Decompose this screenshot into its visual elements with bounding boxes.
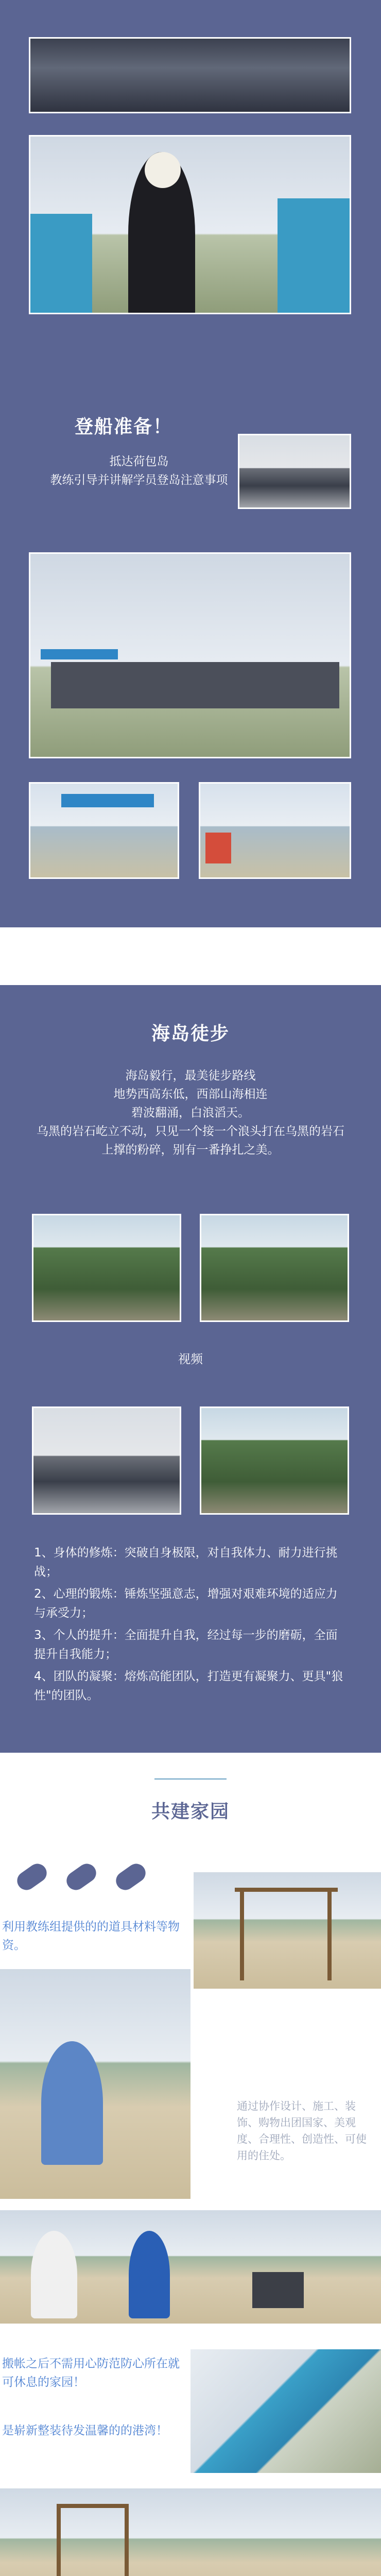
decor-pill-3 — [112, 1860, 149, 1893]
photo-bus-interior — [29, 37, 351, 113]
decor-pill-1 — [13, 1860, 50, 1893]
photo-boarding-line — [199, 782, 351, 879]
photo-shoveling — [0, 2210, 190, 2324]
caption-collaboration: 通过协作设计、施工、装饰、购物出团国家、美观度、合理性、创造性、可使用的住处。 — [237, 2100, 367, 2162]
benefit-item-1: 1、身体的修炼：突破自身极限，对自我体力、耐力进行挑战； — [34, 1546, 338, 1579]
title-divider — [154, 1778, 227, 1780]
video-thumbnail-1[interactable] — [32, 1406, 181, 1515]
photo-cart-team — [190, 2210, 381, 2324]
boarding-description: 抵达荷包岛 教练引导并讲解学员登岛注意事项 — [50, 455, 228, 487]
caption-rest-home: 搬帐之后不需用心防范防心所在就可休息的家园！ — [2, 2357, 180, 2389]
section-title-boarding: 登船准备！ — [74, 416, 172, 437]
photo-dock-small — [238, 434, 351, 509]
benefit-item-3: 3、个人的提升：全面提升自我，经过每一步的磨砺，全面提升自我能力； — [34, 1629, 338, 1661]
caption-materials: 利用教练组提供的的道具材料等物资。 — [2, 1920, 180, 1952]
caption-harbor: 是崭新整装待发温馨的的港湾！ — [2, 2424, 168, 2437]
decor-pill-2 — [63, 1860, 99, 1893]
photo-frame-beach — [0, 2488, 190, 2576]
photo-hike-group-1 — [32, 1214, 181, 1322]
video-thumbnail-2[interactable] — [200, 1406, 349, 1515]
photo-frame-tower — [194, 1872, 381, 1989]
photo-pier-crowd — [29, 552, 351, 758]
hiking-benefits-list — [34, 1544, 348, 1708]
photo-kneeling-team — [190, 2488, 381, 2576]
hiking-intro: 海岛毅行，最美徒步路线 地势西高东低，西部山海相连 碧波翻涌，白浪滔天。 乌黑的岩石屹立不动，只见一个接一个浪头打在乌黑的岩石上撑的粉碎，别有一番挣扎之美。 — [37, 1069, 344, 1157]
photo-digging — [0, 1969, 190, 2199]
benefit-item-4: 4、团队的凝聚：熔炼高能团队，打造更有凝聚力、更具"狼性"的团队。 — [34, 1670, 343, 1702]
benefit-item-2: 2、心理的锻炼：锤炼坚强意志，增强对艰难环境的适应力与承受力； — [34, 1587, 338, 1620]
video-label: 视频 — [178, 1352, 203, 1366]
photo-thatched-huts — [190, 2349, 381, 2473]
photo-hike-group-2 — [200, 1214, 349, 1322]
photo-ferry-terminal — [29, 782, 179, 879]
photo-woman-on-phone — [29, 135, 351, 314]
section-title-hiking: 海岛徒步 — [151, 1023, 230, 1044]
section-title-homebuilding: 共建家园 — [151, 1801, 230, 1822]
